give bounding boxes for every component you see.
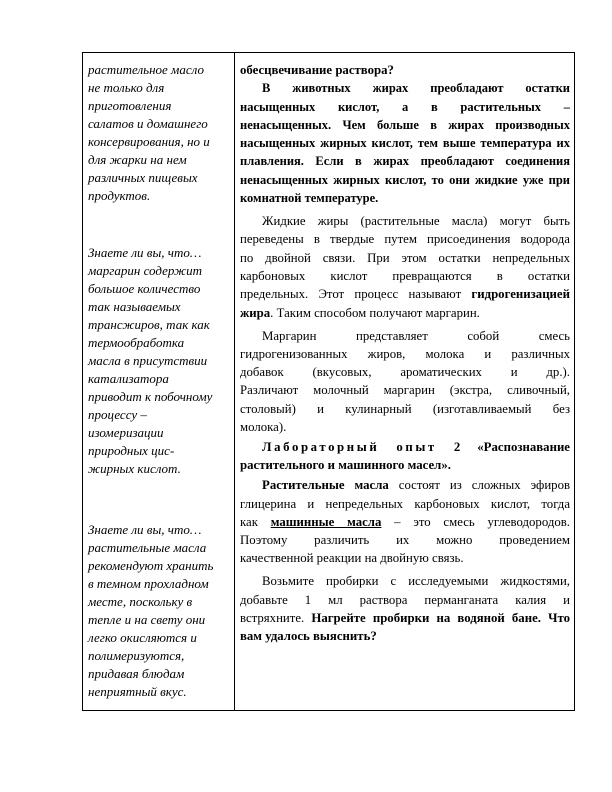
text-line [240, 98, 570, 116]
note-line: процессу – [88, 407, 147, 422]
note-line: изомеризации [88, 425, 164, 440]
bold-text-run: В животных жирах преобладают остатки [262, 81, 570, 96]
bold-text-run: ненасыщенных. Чем больше в жирах производных [240, 117, 570, 132]
note-line: растительное масло [88, 62, 204, 77]
paragraph-experiment-instructions [240, 572, 570, 645]
note-line: салатов и домашнего [88, 116, 208, 131]
text-run: предельных. Этот процесс называют [240, 287, 472, 302]
side-note-oil-storage [88, 521, 234, 701]
note-line: приготовления [88, 98, 172, 113]
note-line: неприятный вкус. [88, 684, 187, 699]
text-line [240, 438, 570, 456]
note-line: не только для [88, 80, 165, 95]
bold-text-run: насыщенных кислот, а в растительных – [240, 99, 570, 114]
note-line: месте, поскольку в [88, 594, 193, 609]
text-run: переведены в твердые путем присоединения водорода [240, 232, 570, 247]
text-run: по двойной связи. При этом остатки непредельных [240, 250, 570, 265]
bold-term-hydrogenation: гидрогенизацией [471, 287, 570, 302]
bold-heading-run: Лабораторный опыт 2 [262, 440, 463, 454]
paragraph-hydrogenation [240, 212, 570, 322]
text-run: – это смесь углеводородов. [381, 514, 571, 529]
note-line: приводит к побочному [88, 389, 213, 404]
text-run: молока). [240, 420, 287, 435]
paragraph-margarine [240, 327, 570, 437]
text-run: как [240, 514, 271, 529]
bold-text-run: насыщенных жирных кислот, тем выше температура их [240, 136, 570, 151]
side-note-oil-usage [88, 61, 234, 205]
note-line: масла в присутствии [88, 353, 208, 368]
note-line: жирных кислот. [88, 461, 181, 476]
note-line: Знаете ли вы, что… [88, 245, 202, 260]
note-line: Знаете ли вы, что… [88, 522, 202, 537]
note-line: тепле и на свету они [88, 612, 206, 627]
text-run: добавьте 1 мл раствора перманганата калия и [240, 592, 570, 607]
bold-heading-run: «Распознавание [462, 440, 570, 454]
bold-text-run: обесцвечивание раствора? [240, 63, 394, 77]
text-line [240, 400, 570, 418]
text-line [240, 116, 570, 134]
note-line: придавая блюдам [88, 666, 185, 681]
text-line [240, 249, 570, 267]
note-line: в темном прохладном [88, 576, 209, 591]
note-line: катализатора [88, 371, 169, 386]
note-line: природных цис- [88, 443, 175, 458]
bold-text-run: плавления. Если в жирах преобладают соединения [240, 154, 570, 169]
text-line [240, 591, 570, 609]
text-run: глицерина и непредельных карбоновых кислот, тогда [240, 496, 570, 511]
main-text-column [235, 53, 574, 646]
text-run: Различают молочный маргарин (экстра, сливочный, [240, 383, 570, 398]
text-line [240, 345, 570, 363]
text-run: Возьмите пробирки с исследуемыми жидкостями, [262, 574, 570, 589]
text-line [240, 627, 570, 645]
text-line [240, 549, 570, 567]
two-column-table [82, 52, 575, 711]
text-run: Поэтому различить их можно проведением [240, 533, 570, 548]
text-run: встряхните. [240, 611, 312, 626]
text-run: . Таким способом получают маргарин. [270, 305, 480, 320]
text-run: карбоновых кислот превращаются в остатки [240, 268, 570, 283]
text-line [240, 267, 570, 285]
paragraph-question-end [240, 61, 570, 79]
bold-text-run: Нагрейте пробирки на водяной бане. Что [311, 611, 570, 626]
lab-experiment-heading [240, 438, 570, 475]
text-line [240, 189, 570, 207]
text-line [240, 285, 570, 303]
note-line: большое количество [88, 281, 201, 296]
text-run: состоят из сложных эфиров [388, 478, 571, 493]
note-line: трансжиров, так как [88, 317, 210, 332]
note-line: рекомендуют хранить [88, 558, 214, 573]
paragraph-animal-vs-plant-fats [240, 79, 570, 207]
bold-heading-run: растительного и машинного масел». [240, 458, 451, 473]
note-line: легко окисляются и [88, 630, 197, 645]
text-line [240, 134, 570, 152]
side-notes-column [83, 53, 234, 701]
text-line [240, 152, 570, 170]
text-line [240, 363, 570, 381]
text-line [240, 476, 570, 494]
text-line [240, 79, 570, 97]
note-line: полимеризуются, [88, 648, 185, 663]
text-line [240, 61, 570, 79]
text-run: столовый) и кулинарный (изготавливаемый без [240, 401, 570, 416]
text-line [240, 304, 570, 322]
note-line: растительные масла [88, 540, 207, 555]
text-line [240, 381, 570, 399]
text-line [240, 327, 570, 345]
text-run: добавок (вкусовых, ароматических и др.). [240, 365, 570, 380]
note-line: для жарки на нем [88, 152, 187, 167]
text-line [240, 456, 570, 474]
bold-term-machine-oils: машинные масла [270, 514, 382, 529]
text-line [240, 230, 570, 248]
text-line [240, 171, 570, 189]
bold-text-run: вам удалось выяснить? [240, 629, 377, 644]
side-note-margarine-trans-fats [88, 244, 234, 478]
text-line [240, 572, 570, 590]
text-line [240, 531, 570, 549]
note-line: различных пищевых [88, 170, 198, 185]
note-line: маргарин содержит [88, 263, 203, 278]
text-run: качественной реакции на двойную связь. [240, 551, 464, 566]
note-line: так называемых [88, 299, 181, 314]
text-line [240, 609, 570, 627]
bold-term-fat: жира [240, 305, 271, 320]
text-run: гидрогенизованных жиров, молока и различных [240, 346, 570, 361]
paragraph-plant-vs-machine-oils [240, 476, 570, 567]
bold-text-run: комнатной температуре. [240, 191, 379, 206]
note-line: термообработка [88, 335, 185, 350]
text-line [240, 212, 570, 230]
text-line [240, 495, 570, 513]
note-line: продуктов. [88, 188, 151, 203]
text-line [240, 418, 570, 436]
bold-text-run: ненасыщенных жирных кислот, то они жидкие уже при [240, 172, 570, 187]
text-run: Жидкие жиры (растительные масла) могут быть [262, 214, 570, 229]
text-line [240, 513, 570, 531]
note-line: консервирования, но и [88, 134, 210, 149]
text-run: Маргарин представляет собой смесь [262, 328, 570, 343]
bold-term-vegetable-oils: Растительные масла [262, 478, 389, 493]
